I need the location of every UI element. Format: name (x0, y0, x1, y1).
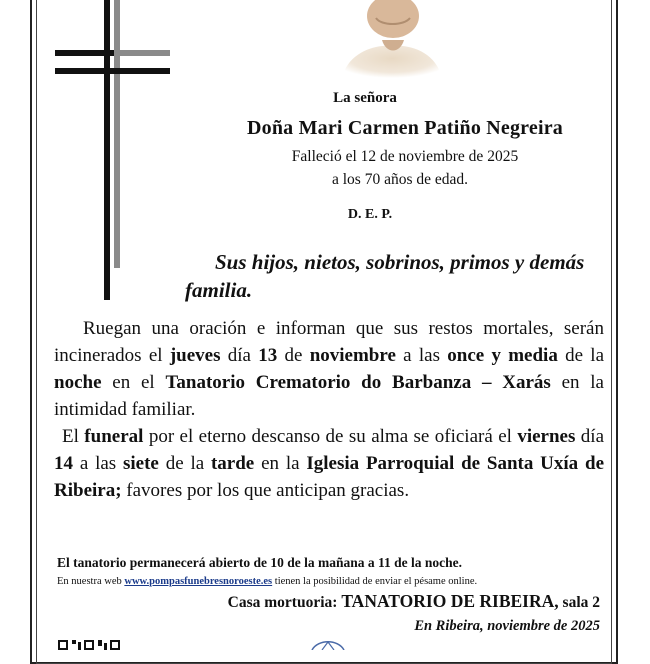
emphasis-text: Iglesia Parroquial de Santa Uxía de Ribeira; (54, 453, 605, 501)
mortuary-label: Casa mortuoria: (227, 594, 338, 611)
website-link[interactable]: www.pompasfunebresnoroeste.es (124, 576, 273, 587)
body-text-segment: día (220, 345, 259, 366)
emphasis-text: viernes (517, 426, 576, 447)
deceased-portrait (336, 0, 448, 78)
emphasis-text: funeral (84, 426, 144, 447)
mortuary-line (140, 591, 600, 612)
qr-code-icon (58, 640, 120, 650)
age-line: a los 70 años de edad. (331, 171, 469, 188)
body-text-segment: favores por los que anticipan gracias. (121, 480, 410, 501)
web-condolence-line (57, 576, 617, 587)
emphasis-text: tarde (210, 453, 255, 474)
body-text-segment: en la intimidad familiar. (54, 372, 604, 420)
deceased-name: Doña Mari Carmen Patiño Negreira (247, 117, 563, 139)
funeral-paragraph (54, 423, 604, 504)
body-text-segment: Ruegan una oración e informan que sus restos mortales, serán incinerados el (54, 318, 604, 366)
emphasis-text: Tanatorio Crematorio do Barbanza – Xarás (165, 372, 551, 393)
dep-mark: D. E. P. (347, 207, 393, 222)
family-mourners: Sus hijos, nietos, sobrinos, primos y demás familia. (185, 250, 585, 302)
place-date: En Ribeira, noviembre de 2025 (414, 618, 600, 634)
intro-label: La señora (333, 90, 397, 106)
emphasis-text: noche (54, 372, 102, 393)
opening-hours: El tanatorio permanecerá abierto de 10 de la mañana a 11 de la noche. (57, 555, 462, 570)
body-text-segment: a las (395, 345, 448, 366)
body-text-segment: de la (557, 345, 605, 366)
latin-cross-icon (55, 0, 170, 300)
body-text-segment: El (62, 426, 85, 447)
body-text-segment: por el eterno descanso de su alma se oficiará el (143, 426, 518, 447)
emphasis-text: noviembre (309, 345, 396, 366)
web-prefix: En nuestra web (57, 576, 122, 587)
body-text-segment: día (575, 426, 604, 447)
ceremony-paragraph (54, 315, 604, 423)
emphasis-text: siete (123, 453, 159, 474)
emphasis-text: 13 (258, 345, 278, 366)
body-text-segment: en el (101, 372, 166, 393)
emphasis-text: once y media (447, 345, 558, 366)
body-text-segment: en la (254, 453, 307, 474)
emphasis-text: 14 (54, 453, 73, 474)
funeral-logo-icon (308, 637, 348, 650)
body-text-segment: de la (158, 453, 211, 474)
emphasis-text: jueves (169, 345, 221, 366)
web-suffix: tienen la posibilidad de enviar el pésame online. (274, 576, 478, 587)
body-text-segment: de (277, 345, 310, 366)
death-date-line: Falleció el 12 de noviembre de 2025 (291, 148, 519, 165)
mortuary-room: sala 2 (562, 594, 600, 611)
mortuary-name: TANATORIO DE RIBEIRA, (341, 591, 559, 611)
body-text-segment: a las (73, 453, 123, 474)
